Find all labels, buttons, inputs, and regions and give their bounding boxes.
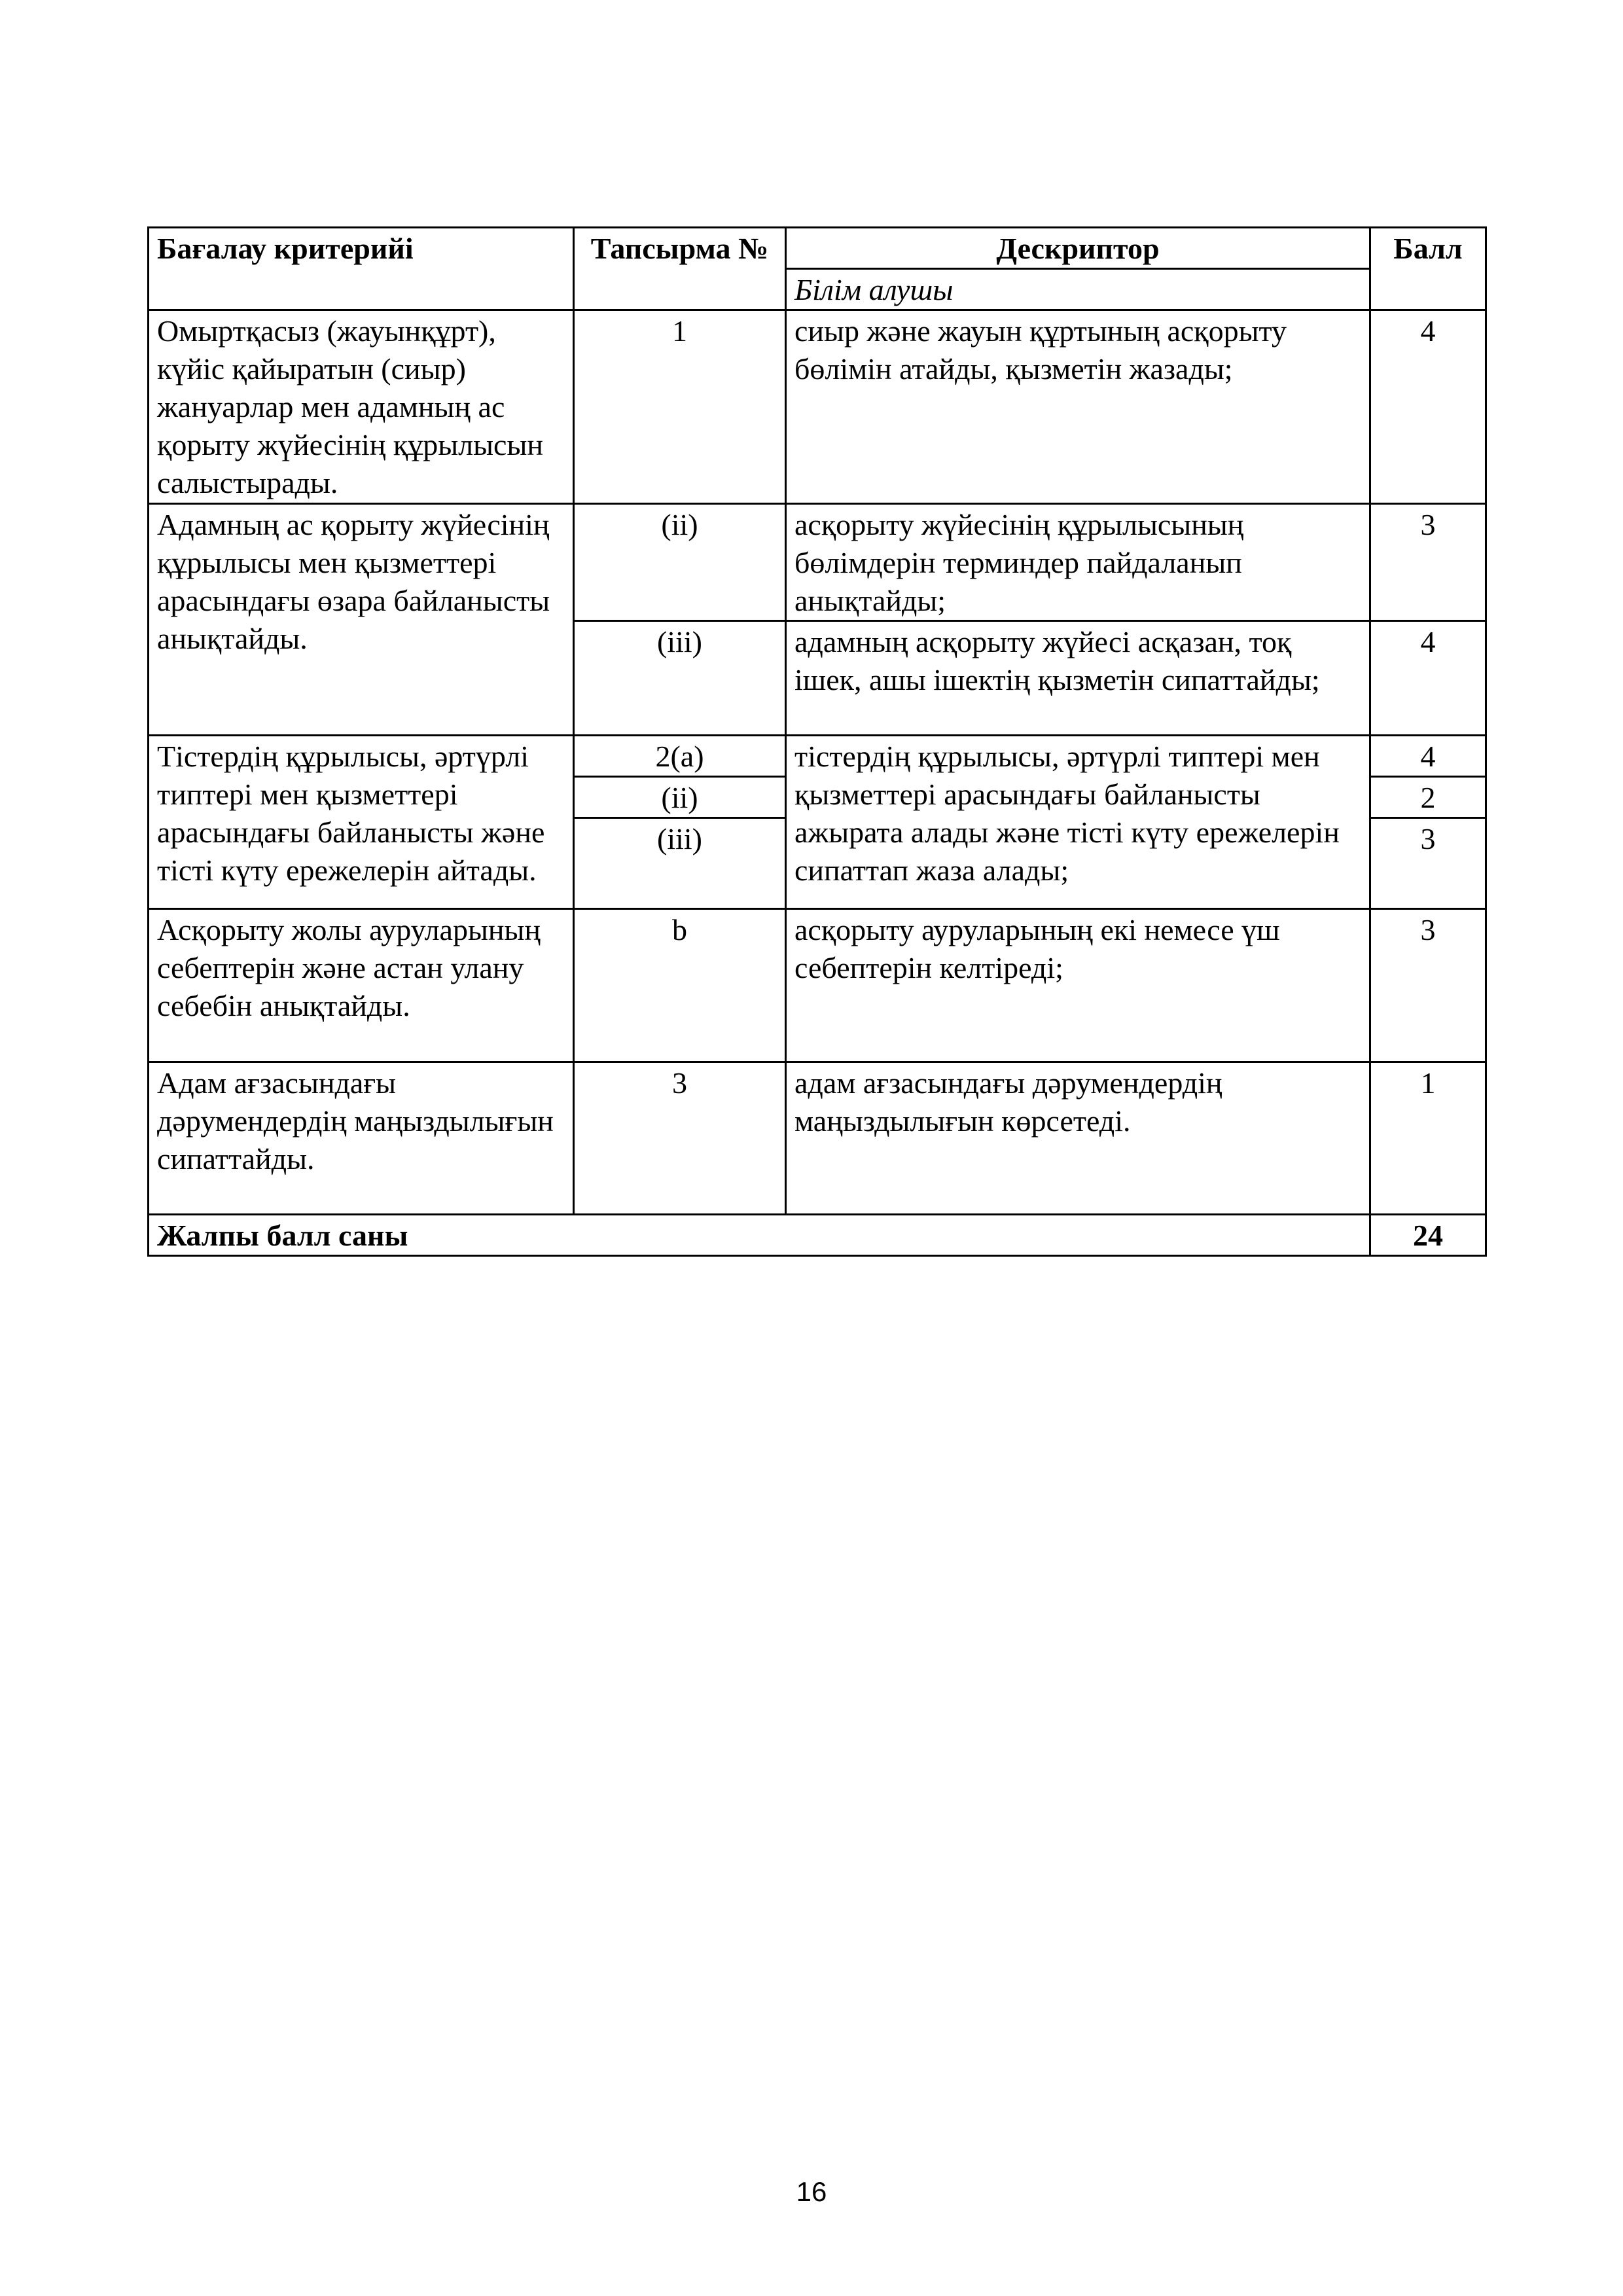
task-cell: (iii) [574, 621, 786, 736]
task-cell: (ii) [574, 504, 786, 621]
table-row [149, 1062, 1486, 1215]
table-row [149, 504, 1486, 621]
score-cell: 4 [1370, 621, 1486, 736]
descriptor-cell: асқорыту жүйесінің құрылысының бөлімдерін терминдер пайдаланып анықтайды; [786, 504, 1370, 621]
criterion-cell: Асқорыту жолы ауруларының себептерін және астан улану себебін анықтайды. [149, 909, 574, 1062]
header-task: Тапсырма № [574, 228, 786, 310]
page-number: 16 [796, 2176, 827, 2207]
criterion-cell: Адам ағзасындағы дәрумендердің маңыздылығын сипаттайды. [149, 1062, 574, 1215]
criterion-cell: Тістердің құрылысы, әртүрлі типтері мен қызметтері арасындағы байланысты және тісті күту ережелерін айтады. [149, 736, 574, 909]
header-descriptor: Дескриптор [786, 228, 1370, 269]
table-row [149, 909, 1486, 1062]
score-cell: 4 [1370, 736, 1486, 777]
descriptor-cell: адам ағзасындағы дәрумендердің маңыздылығын көрсетеді. [786, 1062, 1370, 1215]
descriptor-cell: адамның асқорыту жүйесі асқазан, тоқ ішек, ашы ішектің қызметін сипаттайды; [786, 621, 1370, 736]
header-score: Балл [1370, 228, 1486, 310]
descriptor-cell: сиыр және жауын құртының асқорыту бөлімін атайды, қызметін жазады; [786, 310, 1370, 504]
table-row [149, 736, 1486, 777]
criterion-cell: Омыртқасыз (жауынқұрт), күйіс қайыратын (сиыр) жануарлар мен адамның ас қорыту жүйесінің құрылысын салыстырады. [149, 310, 574, 504]
total-label: Жалпы балл саны [149, 1215, 1370, 1256]
task-cell: 2(a) [574, 736, 786, 777]
score-cell: 3 [1370, 504, 1486, 621]
task-cell: (iii) [574, 818, 786, 909]
task-cell: b [574, 909, 786, 1062]
task-cell: 1 [574, 310, 786, 504]
score-cell: 3 [1370, 909, 1486, 1062]
assessment-table [147, 226, 1487, 1257]
score-cell: 2 [1370, 777, 1486, 818]
descriptor-cell: тістердің құрылысы, әртүрлі типтері мен қызметтері арасындағы байланысты ажырата алады және тісті күту ережелерін сипаттап жаза алады; [786, 736, 1370, 909]
criterion-cell: Адамның ас қорыту жүйесінің құрылысы мен қызметтері арасындағы өзара байланысты анықтайды. [149, 504, 574, 736]
score-cell: 3 [1370, 818, 1486, 909]
score-cell: 4 [1370, 310, 1486, 504]
task-cell: 3 [574, 1062, 786, 1215]
table-row [149, 310, 1486, 504]
total-row [149, 1215, 1486, 1256]
total-value: 24 [1370, 1215, 1486, 1256]
task-cell: (ii) [574, 777, 786, 818]
score-cell: 1 [1370, 1062, 1486, 1215]
descriptor-cell: асқорыту ауруларының екі немесе үш себептерін келтіреді; [786, 909, 1370, 1062]
header-descriptor-subtitle: Білім алушы [786, 269, 1370, 310]
header-criterion: Бағалау критерийі [149, 228, 574, 310]
